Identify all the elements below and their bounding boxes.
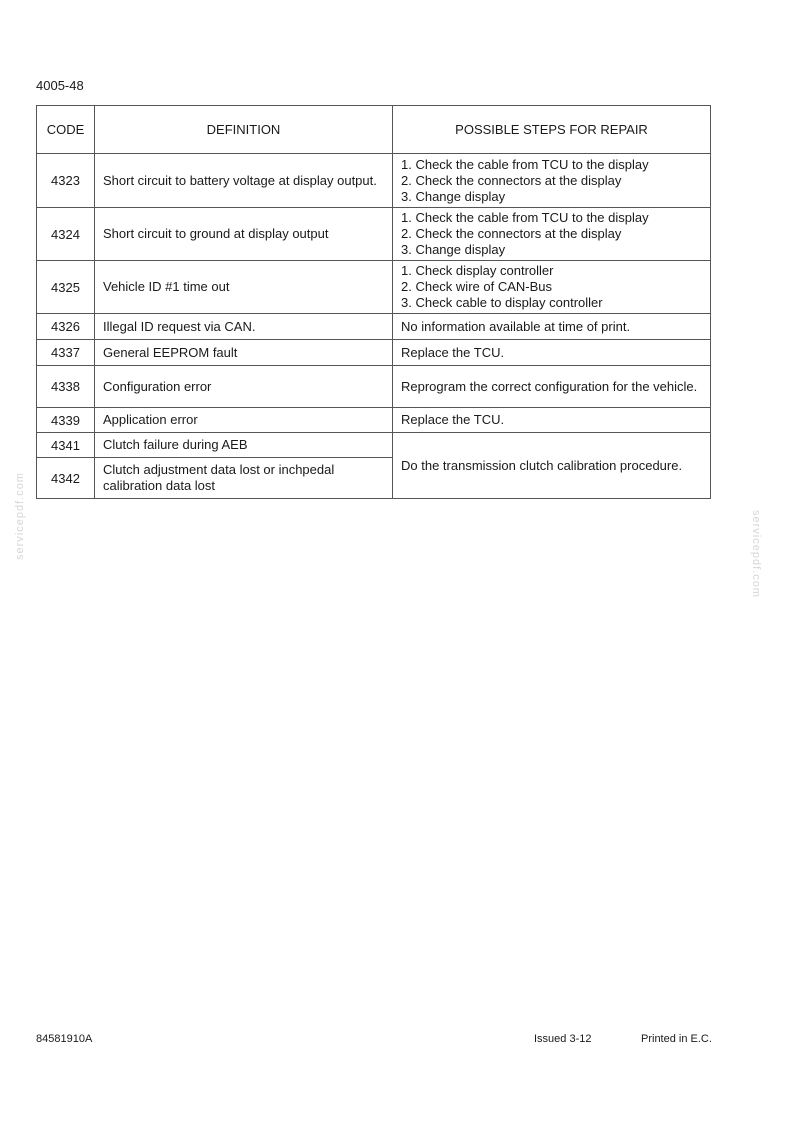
code-cell: 4339 — [37, 408, 95, 433]
definition-cell: Clutch failure during AEB — [95, 433, 393, 458]
table-row — [37, 314, 711, 340]
repair-steps-cell — [393, 208, 711, 261]
table-row — [37, 433, 711, 458]
footer-issued: Issued 3-12 — [534, 1033, 592, 1045]
table-row — [37, 340, 711, 366]
definition-cell: Short circuit to battery voltage at display output. — [95, 154, 393, 208]
repair-steps-cell: Reprogram the correct configuration for the vehicle. — [393, 366, 711, 408]
repair-step: 1. Check the cable from TCU to the display — [401, 156, 649, 172]
definition-cell: Illegal ID request via CAN. — [95, 314, 393, 340]
repair-step: 2. Check the connectors at the display — [401, 226, 622, 241]
repair-steps-cell: Replace the TCU. — [393, 340, 711, 366]
table-row — [37, 366, 711, 408]
definition-cell: General EEPROM fault — [95, 340, 393, 366]
watermark-right: servicepdf.com — [750, 510, 762, 598]
header-repair-steps: POSSIBLE STEPS FOR REPAIR — [393, 106, 711, 154]
table-row — [37, 261, 711, 314]
repair-steps-cell: Do the transmission clutch calibration procedure. — [393, 433, 711, 499]
repair-steps-cell: No information available at time of print. — [393, 314, 711, 340]
repair-steps-cell: Replace the TCU. — [393, 408, 711, 433]
code-cell: 4342 — [37, 458, 95, 499]
footer-printed: Printed in E.C. — [641, 1033, 712, 1045]
code-cell: 4323 — [37, 154, 95, 208]
watermark-left: servicepdf.com — [14, 472, 26, 560]
definition-cell: Short circuit to ground at display output — [95, 208, 393, 261]
definition-cell: Clutch adjustment data lost or inchpedal calibration data lost — [95, 458, 393, 499]
repair-step: 2. Check the connectors at the display — [401, 172, 622, 188]
repair-step: 3. Check cable to display controller — [401, 295, 603, 310]
footer-document-id: 84581910A — [36, 1033, 93, 1045]
repair-step: 3. Change display — [401, 242, 506, 257]
table-row — [37, 154, 711, 208]
repair-steps-cell — [393, 261, 711, 314]
code-cell: 4338 — [37, 366, 95, 408]
definition-cell: Application error — [95, 408, 393, 433]
table-row — [37, 208, 711, 261]
page-number: 4005-48 — [36, 78, 84, 93]
definition-cell: Vehicle ID #1 time out — [95, 261, 393, 314]
repair-step: 1. Check the cable from TCU to the display — [401, 210, 649, 225]
code-cell: 4326 — [37, 314, 95, 340]
error-code-table — [36, 105, 711, 499]
table-header-row — [37, 106, 711, 154]
repair-step: 3. Change display — [401, 188, 506, 204]
repair-step: 1. Check display controller — [401, 263, 554, 278]
definition-cell: Configuration error — [95, 366, 393, 408]
code-cell: 4341 — [37, 433, 95, 458]
code-cell: 4337 — [37, 340, 95, 366]
repair-steps-cell — [393, 154, 711, 208]
table-row — [37, 408, 711, 433]
code-cell: 4325 — [37, 261, 95, 314]
header-code: CODE — [37, 106, 95, 154]
repair-step: 2. Check wire of CAN-Bus — [401, 279, 552, 294]
code-cell: 4324 — [37, 208, 95, 261]
header-definition: DEFINITION — [95, 106, 393, 154]
